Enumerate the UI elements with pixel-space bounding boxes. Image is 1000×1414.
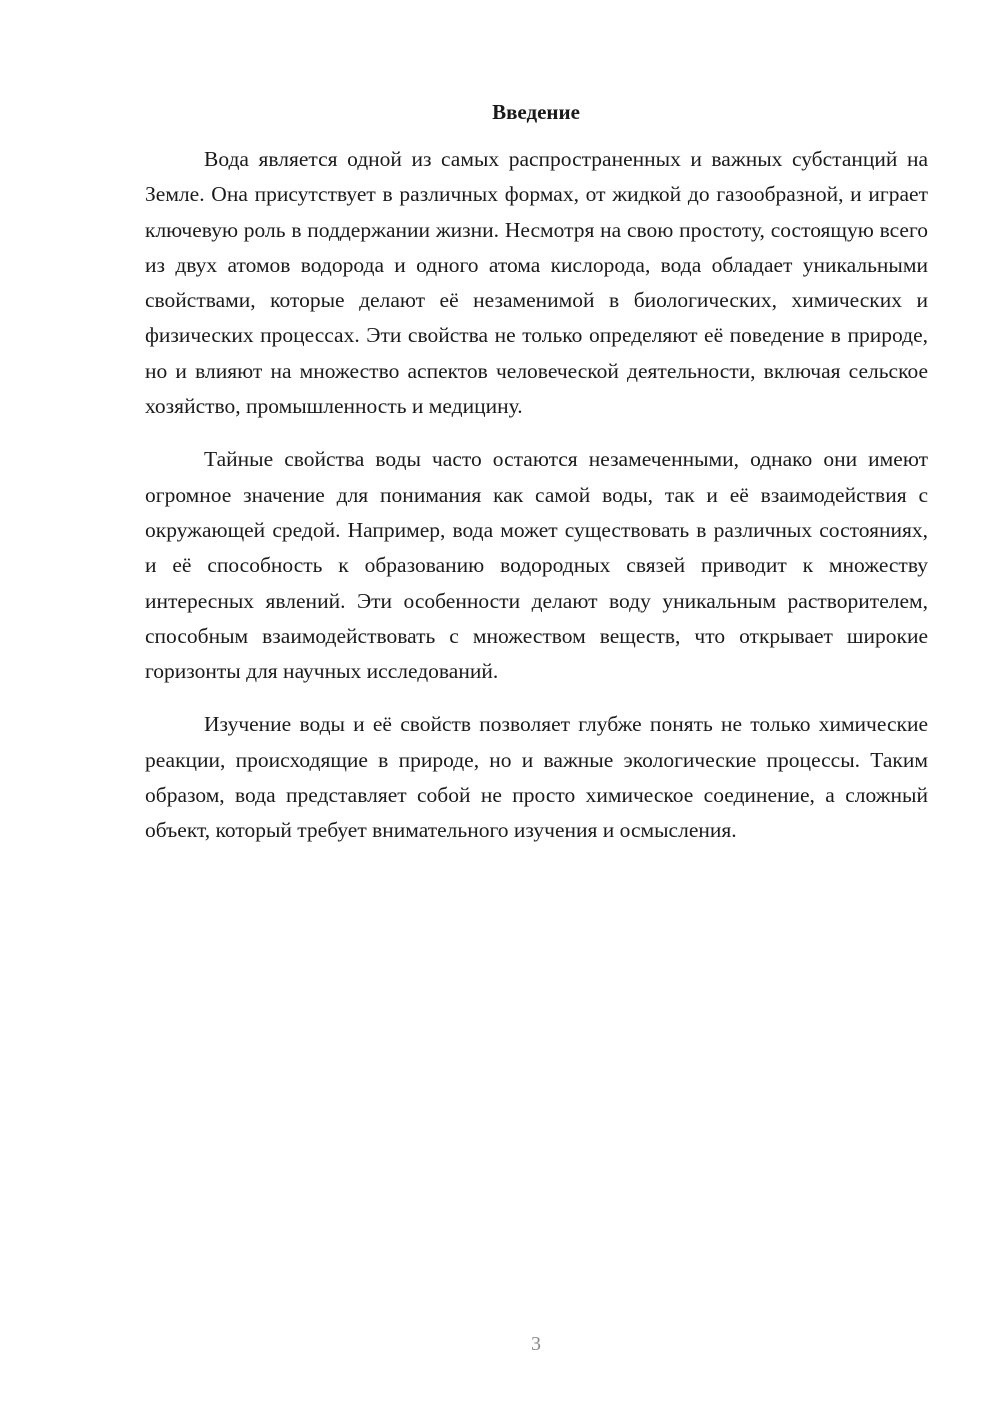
page-number: 3 [531,1333,541,1355]
paragraph-3: Изучение воды и её свойств позволяет глубже понять не только химические реакции, происходящие в природе, но и важные экологические процессы. Таким образом, вода представляет собой не просто химическое соединение, а сложный объект, который требует внимательного изучения и осмысления. [145,712,928,843]
paragraph-2: Тайные свойства воды часто остаются незамеченными, однако они имеют огромное значение для понимания как самой воды, так и её взаимодействия с окружающей средой. Например, вода может существовать в различных состояниях, и её способность к образованию водородных связей приводит к множеству интересных явлений. Эти особенности делают воду уникальным растворителем, способным взаимодействовать с множеством веществ, что открывает широкие горизонты для научных исследований. [145,447,928,684]
page-title: Введение [492,100,580,124]
body-text [145,142,928,867]
paragraph-1: Вода является одной из самых распространенных и важных субстанций на Земле. Она присутствует в различных формах, от жидкой до газообразной, и играет ключевую роль в поддержании жизни. Несмотря на свою простоту, состоящую всего из двух атомов водорода и одного атома кислорода, вода обладает уникальными свойствами, которые делают её незаменимой в биологических, химических и физических процессах. Эти свойства не только определяют её поведение в природе, но и влияют на множество аспектов человеческой деятельности, включая сельское хозяйство, промышленность и медицину. [145,147,928,419]
